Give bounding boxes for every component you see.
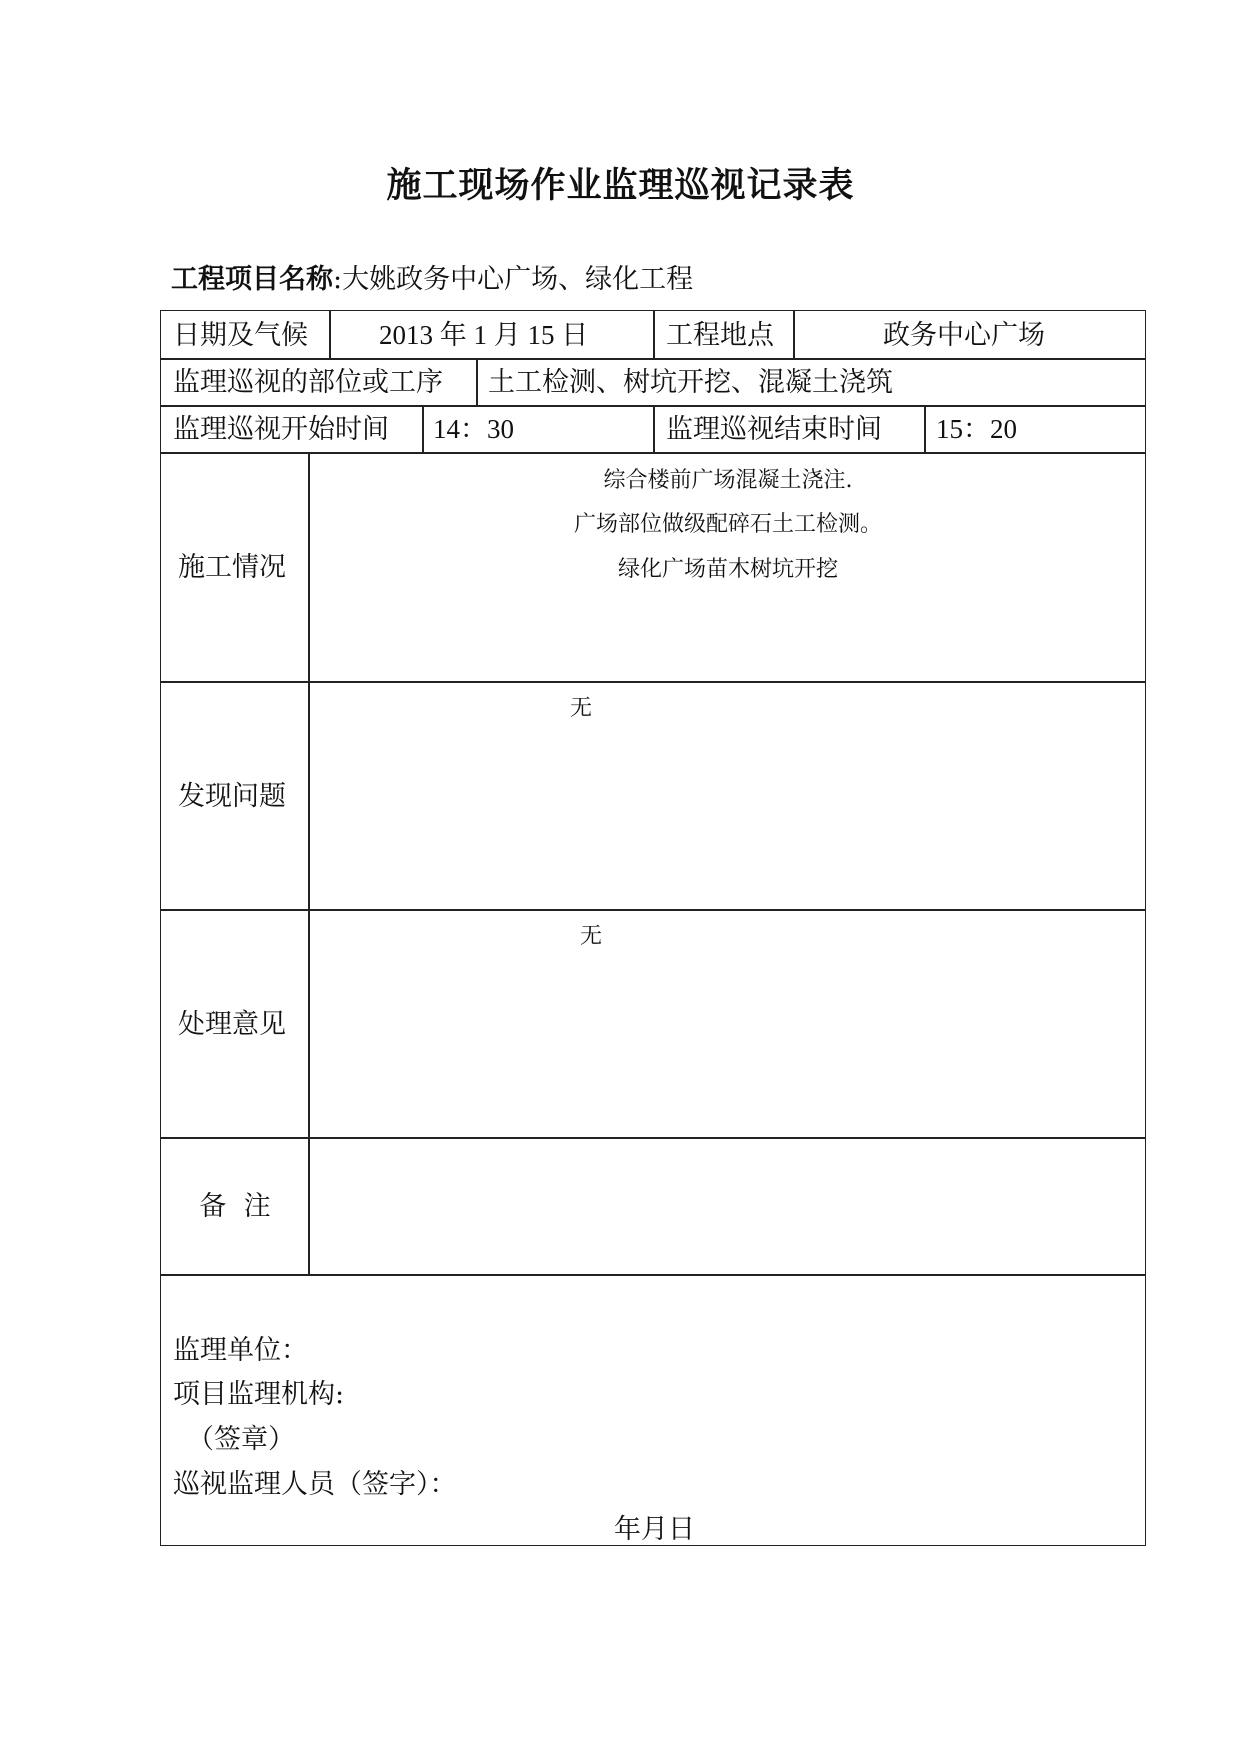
inspection-part-value: 土工检测、树坑开挖、混凝土浇筑 (488, 367, 893, 398)
issues-found-label: 发现问题 (178, 781, 286, 812)
column-divider (653, 405, 655, 452)
issues-found-value: 无 (569, 696, 592, 721)
project-location-label: 工程地点 (666, 320, 774, 351)
end-time-label: 监理巡视结束时间 (666, 414, 882, 445)
start-time-label: 监理巡视开始时间 (173, 414, 389, 445)
project-name-separator: : (333, 264, 343, 295)
handling-opinion-label: 处理意见 (178, 1009, 286, 1040)
column-divider (793, 311, 795, 358)
column-divider (924, 405, 926, 452)
end-time-value: 15：20 (936, 414, 1017, 444)
start-time-value: 14：30 (433, 414, 514, 444)
signature-date-label: 年月日 (614, 1514, 695, 1545)
construction-line: 广场部位做级配碎石土工检测。 (573, 512, 882, 537)
handling-opinion-value: 无 (579, 924, 602, 949)
column-divider (476, 358, 478, 405)
column-divider (653, 311, 655, 358)
construction-situation-label: 施工情况 (178, 552, 286, 583)
document-title: 施工现场作业监理巡视记录表 (386, 165, 855, 206)
project-supervision-org-label: 项目监理机构: (173, 1379, 345, 1410)
seal-label: （签章） (187, 1424, 295, 1455)
date-weather-value: 2013 年 1 月 15 日 (379, 320, 589, 350)
project-name-value: 大姚政务中心广场、绿化工程 (342, 264, 694, 295)
remarks-label: 备 注 (199, 1191, 271, 1222)
column-divider (422, 405, 424, 452)
row-divider (161, 1274, 1145, 1276)
inspection-record-table (160, 310, 1146, 1546)
project-name-line (171, 257, 693, 296)
date-weather-label: 日期及气候 (173, 320, 308, 351)
column-divider (329, 311, 331, 358)
supervision-unit-label: 监理单位： (173, 1335, 308, 1366)
inspection-part-label: 监理巡视的部位或工序 (173, 367, 443, 398)
project-name-label: 工程项目名称 (171, 264, 333, 295)
inspector-signature-label: 巡视监理人员（签字）： (173, 1469, 457, 1500)
project-location-value: 政务中心广场 (883, 320, 1045, 351)
row-divider (161, 358, 1145, 360)
construction-line: 综合楼前广场混凝土浇注. (603, 468, 853, 493)
construction-line: 绿化广场苗木树坑开挖 (617, 557, 838, 582)
